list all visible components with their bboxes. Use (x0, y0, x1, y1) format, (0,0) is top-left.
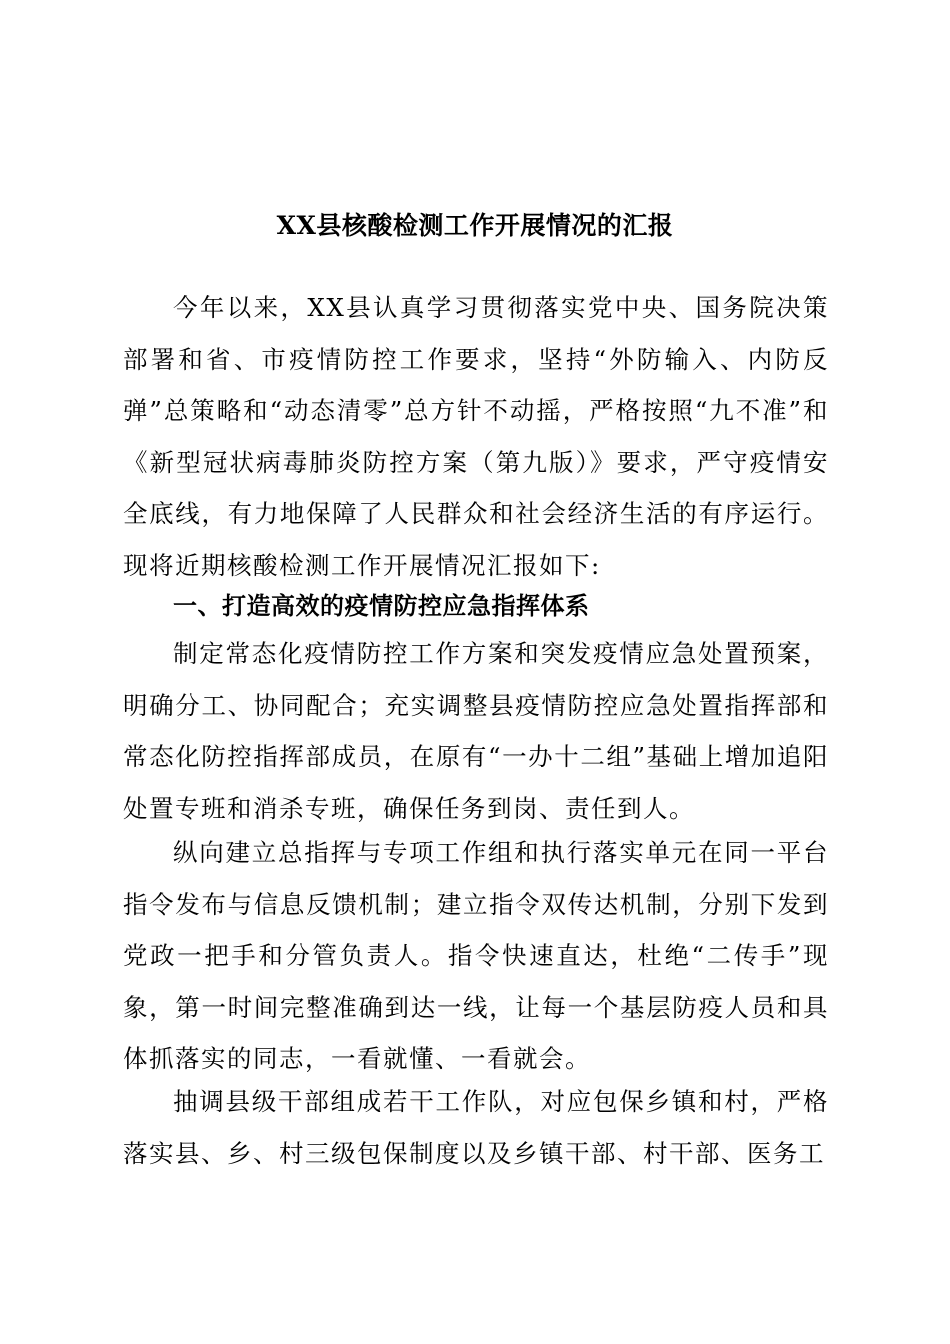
document-title: XX县核酸检测工作开展情况的汇报 (276, 211, 674, 240)
body-paragraph: 抽调县级干部组成若干工作队，对应包保乡镇和村，严格落实县、乡、村三级包保制度以及乡镇干部、村干部、医务工 (123, 1087, 829, 1168)
intro-paragraph: 今年以来，XX县认真学习贯彻落实党中央、国务院决策部署和省、市疫情防控工作要求，坚持“外防输入、内防反弹”总策略和“动态清零”总方针不动摇，严格按照“九不准”和《新型冠状病毒肺炎防控方案（第九版）》要求，严守疫情安全底线，有力地保障了人民群众和社会经济生活的有序运行。现将近期核酸检测工作开展情况汇报如下: (123, 293, 829, 580)
body-paragraph: 纵向建立总指挥与专项工作组和执行落实单元在同一平台指令发布与信息反馈机制；建立指令双传达机制，分别下发到党政一把手和分管负责人。指令快速直达，杜绝“二传手”现象，第一时间完整准确到达一线，让每一个基层防疫人员和具体抓落实的同志，一看就懂、一看就会。 (123, 838, 829, 1073)
body-paragraph: 制定常态化疫情防控工作方案和突发疫情应急处置预案，明确分工、协同配合；充实调整县疫情防控应急处置指挥部和常态化防控指挥部成员，在原有“一办十二组”基础上增加追阳处置专班和消杀专班，确保任务到岗、责任到人。 (123, 639, 829, 823)
section-heading: 一、打造高效的疫情防控应急指挥体系 (173, 592, 590, 620)
